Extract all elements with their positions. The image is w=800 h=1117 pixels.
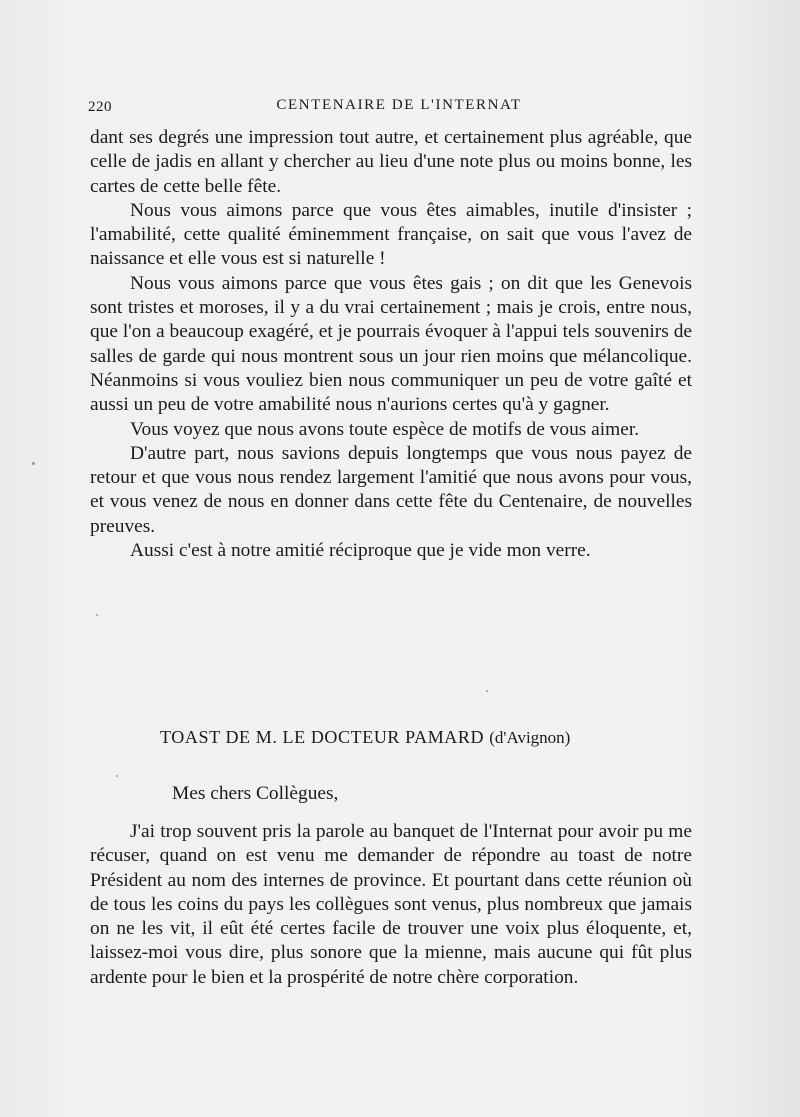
paragraph-gais: Nous vous aimons parce que vous êtes gais ; on dit que les Genevois sont tristes et moroses, il y a du vrai certainement ; mais je crois, entre nous, que l'on a beaucoup exagéré, et je pourrais évoquer à l'appui tels souvenirs de salles de garde qui nous montrent sous un jour rien moins que mélancolique. Néanmoins si vous vouliez bien nous communiquer un peu de votre gaîté et aussi un peu de votre amabilité nous n'aurions certes qu'à y gagner. [90,272,692,416]
page-number: 220 [88,99,112,115]
speech-paragraph: J'ai trop souvent pris la parole au banquet de l'Internat pour avoir pu me récuser, quand on est venu me demander de répondre au toast de notre Président au nom des internes de province. Et pourtant dans cette réunion où de tous les coins du pays les collègues sont venus, plus nombreux que jamais on ne les vit, il eût été certes facile de trouver une voix plus éloquente, et, laissez-moi vous dire, plus sonore que la mienne, mais aucune qui fût plus ardente pour le bien et la prospérité de notre chère corporation. [90,821,692,988]
body-text [90,126,692,563]
page-header [88,95,692,119]
salutation: Mes chers Collègues, [172,783,339,804]
paragraph-continuation: dant ses degrés une impression tout autre, et certainement plus agréable, que celle de jadis en allant y chercher au lieu d'une note plus ou moins bonne, les cartes de cette belle fête. [90,127,692,197]
print-speck [116,775,118,777]
print-speck [486,690,488,692]
paragraph-autre-part: D'autre part, nous savions depuis longtemps que vous nous payez de retour et que vous nous rendez largement l'amitié que nous avons pour vous, et vous venez de nous en donner dans cette fête du Centenaire, de nouvelles preuves. [90,442,692,537]
section-title [160,727,640,748]
paragraph-motifs: Vous voyez que nous avons toute espèce de motifs de vous aimer. [130,418,640,440]
running-title: CENTENAIRE DE L'INTERNAT [276,97,522,113]
speech-text [90,820,692,990]
section-title-subtitle: (d'Avignon) [489,728,571,747]
print-speck [32,462,35,465]
print-speck [96,614,98,616]
section-title-main: TOAST DE M. LE DOCTEUR PAMARD [160,727,485,747]
paragraph-aimables: Nous vous aimons parce que vous êtes aimables, inutile d'insister ; l'amabilité, cette qualité éminemment française, on sait que vous l'avez de naissance et elle vous est si naturelle ! [90,199,692,270]
paragraph-toast-close: Aussi c'est à notre amitié réciproque que je vide mon verre. [130,540,591,562]
